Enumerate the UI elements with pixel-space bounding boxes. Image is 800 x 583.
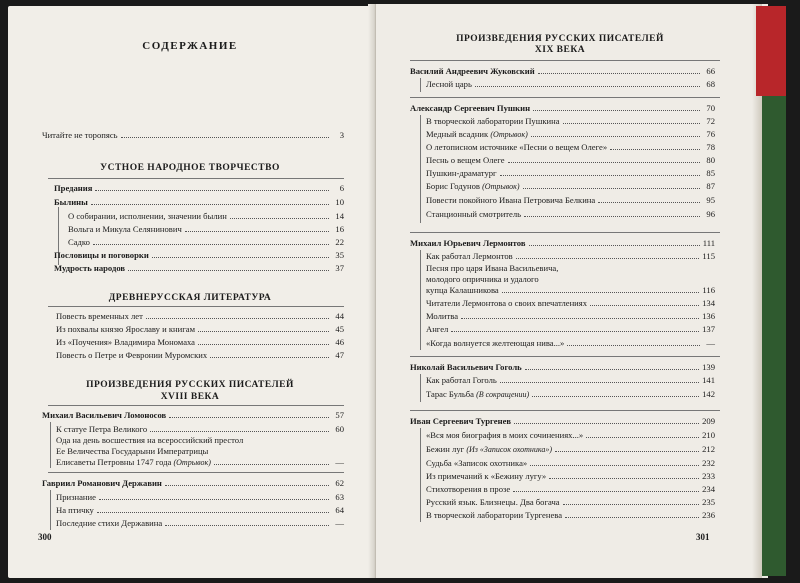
toc-entry[interactable] (426, 458, 715, 468)
toc-entry-page: 3 (339, 130, 344, 140)
toc-entry-title: Ангел (426, 324, 449, 334)
toc-entry[interactable] (426, 251, 715, 261)
toc-entry-page: 60 (335, 424, 344, 434)
toc-entry-title: «Вся моя биография в моих сочинениях...» (426, 430, 584, 440)
divider (420, 250, 421, 350)
toc-entry-title: Станционный смотритель (426, 209, 522, 219)
toc-entry-title: Как работал Лермонтов (426, 251, 513, 261)
toc-entry-title: Как работал Гоголь (426, 375, 497, 385)
toc-entry-page: 35 (335, 250, 344, 260)
toc-entry-page: 64 (335, 505, 344, 515)
section-heading-18c: ПРОИЗВЕДЕНИЯ РУССКИХ ПИСАТЕЛЕЙ (86, 380, 294, 390)
toc-entry[interactable] (426, 116, 715, 126)
toc-entry[interactable] (54, 263, 344, 273)
toc-entry[interactable] (426, 430, 715, 440)
toc-entry-title: Судьба «Записок охотника» (426, 458, 528, 468)
section-heading-19c-sub: XIX ВЕКА (534, 45, 586, 55)
toc-entry-title: Садко (68, 237, 90, 247)
toc-entry-page: 66 (706, 66, 715, 76)
toc-entry-title: В творческой лаборатории Тургенева (426, 510, 563, 520)
author-entry-lomonosov[interactable] (42, 410, 344, 420)
toc-entry-title: Повести покойного Ивана Петровича Белкина (426, 195, 596, 205)
toc-entry-note: (Отрывок) (173, 458, 211, 467)
cover-green-stripe (762, 96, 786, 576)
section-heading-19c: ПРОИЗВЕДЕНИЯ РУССКИХ ПИСАТЕЛЕЙ (456, 34, 664, 44)
toc-entry[interactable] (56, 505, 344, 515)
divider (410, 410, 720, 411)
divider (48, 472, 344, 473)
author-entry-lermontov[interactable] (410, 238, 715, 248)
section-heading-old: ДРЕВНЕРУССКАЯ ЛИТЕРАТУРА (108, 293, 272, 303)
toc-entry-pesnya[interactable] (426, 285, 715, 295)
divider (48, 306, 344, 307)
divider (48, 178, 344, 179)
toc-entry[interactable] (56, 518, 344, 528)
toc-entry[interactable] (426, 195, 715, 205)
toc-entry-page: 72 (706, 116, 715, 126)
toc-entry-page: 232 (702, 458, 715, 468)
toc-entry-title: Признание (56, 492, 96, 502)
toc-entry-page: 116 (702, 285, 715, 295)
toc-entry[interactable] (426, 79, 715, 89)
toc-entry-title: Бежин луг (426, 444, 465, 454)
toc-entry-page: 6 (339, 183, 344, 193)
toc-entry-title: Тарас Бульба (426, 389, 474, 399)
toc-entry[interactable] (426, 142, 715, 152)
toc-entry-page: 68 (706, 79, 715, 89)
author-name: Василий Андреевич Жуковский (410, 66, 535, 76)
toc-entry-title: Песнь о вещем Олеге (426, 155, 505, 165)
toc-entry[interactable] (426, 168, 715, 178)
toc-entry-page: 96 (706, 209, 715, 219)
toc-entry-title: Читайте не торопясь (42, 130, 118, 140)
author-name: Михаил Юрьевич Лермонтов (410, 238, 526, 248)
toc-entry[interactable] (426, 497, 715, 507)
toc-entry-page: 45 (335, 324, 344, 334)
toc-entry-page: 136 (702, 311, 715, 321)
toc-entry[interactable] (426, 444, 715, 454)
cover-red-stripe (756, 6, 786, 96)
author-name: Михаил Васильевич Ломоносов (42, 410, 167, 420)
toc-entry-page: 57 (335, 410, 344, 420)
toc-entry[interactable] (54, 250, 344, 260)
toc-entry[interactable] (56, 337, 344, 347)
toc-entry-page: 95 (706, 195, 715, 205)
toc-entry[interactable] (426, 209, 715, 219)
toc-entry[interactable] (426, 155, 715, 165)
toc-entry-title: Медный всадник (426, 129, 489, 139)
toc-entry-page: 63 (335, 492, 344, 502)
author-entry-zhukovsky[interactable] (410, 66, 715, 76)
toc-entry-page: 212 (702, 444, 715, 454)
toc-entry[interactable] (56, 424, 344, 434)
toc-entry-page: 233 (702, 471, 715, 481)
toc-entry-title: Предания (54, 183, 93, 193)
toc-entry-title: Из «Поучения» Владимира Мономаха (56, 337, 196, 347)
toc-entry[interactable] (426, 471, 715, 481)
toc-entry-title: Стихотворения в прозе (426, 484, 511, 494)
author-name: Александр Сергеевич Пушкин (410, 103, 531, 113)
toc-entry-page: 115 (702, 251, 715, 261)
toc-entry-title: Лесной царь (426, 79, 472, 89)
toc-entry-page: 236 (702, 510, 715, 520)
toc-entry-page: 87 (706, 181, 715, 191)
divider (420, 374, 421, 402)
toc-entry-pesnya-line2[interactable]: молодого опричника и удалого (426, 274, 539, 284)
toc-entry-title: Из похвалы князю Ярославу и книгам (56, 324, 196, 334)
toc-entry-page: 76 (706, 129, 715, 139)
toc-entry-title: Молитва (426, 311, 459, 321)
toc-entry-page: 16 (335, 224, 344, 234)
toc-entry-intro[interactable] (42, 130, 344, 140)
toc-entry-page: 78 (706, 142, 715, 152)
toc-entry-title: Пословицы и поговорки (54, 250, 149, 260)
section-heading-folk: УСТНОЕ НАРОДНОЕ ТВОРЧЕСТВО (100, 163, 280, 173)
toc-entry[interactable] (68, 211, 344, 221)
toc-entry-page: — (335, 457, 344, 467)
divider (420, 428, 421, 522)
toc-entry-page: 210 (702, 430, 715, 440)
divider (420, 78, 421, 92)
divider (410, 232, 720, 233)
toc-entry-note: (Отрывок) (490, 130, 528, 139)
toc-entry-page: 14 (335, 211, 344, 221)
toc-entry[interactable] (426, 298, 715, 308)
toc-entry[interactable] (56, 350, 344, 360)
toc-entry-page: 62 (335, 478, 344, 488)
author-entry-pushkin[interactable] (410, 103, 715, 113)
toc-entry-page: 141 (702, 375, 715, 385)
toc-entry-title: Последние стихи Державина (56, 518, 163, 528)
toc-entry-page: 47 (335, 350, 344, 360)
toc-entry-oda-line2[interactable]: Ее Величества Государыни Императрицы (56, 446, 209, 456)
toc-entry-page: 46 (335, 337, 344, 347)
toc-entry-title: Из примечаний к «Бежину лугу» (426, 471, 547, 481)
toc-entry-note: (В сокращении) (476, 390, 530, 399)
author-entry-gogol[interactable] (410, 362, 715, 372)
toc-entry-title: Повесть временных лет (56, 311, 143, 321)
page-number-left: 300 (38, 532, 52, 542)
toc-entry-oda[interactable] (56, 457, 344, 467)
toc-entry-page: — (706, 338, 715, 348)
toc-entry[interactable] (54, 197, 344, 207)
toc-entry[interactable] (54, 183, 344, 193)
author-name: Иван Сергеевич Тургенев (410, 416, 512, 426)
author-entry-derzhavin[interactable] (42, 478, 344, 488)
toc-entry-page: — (335, 518, 344, 528)
author-name: Николай Васильевич Гоголь (410, 362, 522, 372)
toc-entry-oda-line1[interactable]: Ода на день восшествия на всероссийский престол (56, 435, 244, 445)
author-name: Гавриил Романович Державин (42, 478, 162, 488)
toc-entry-pesnya-line1[interactable]: Песня про царя Ивана Васильевича, (426, 263, 559, 273)
toc-entry[interactable] (426, 324, 715, 334)
toc-entry-title: «Когда волнуется желтеющая нива...» (426, 338, 565, 348)
toc-entry-page: 234 (702, 484, 715, 494)
toc-entry[interactable] (426, 181, 715, 191)
toc-entry-title: Мудрость народов (54, 263, 126, 273)
toc-entry-page: 209 (702, 416, 715, 426)
toc-entry-title: Повесть о Петре и Февронии Муромских (56, 350, 208, 360)
divider (410, 97, 720, 98)
toc-heading: СОДЕРЖАНИЕ (142, 40, 238, 52)
toc-entry[interactable] (426, 311, 715, 321)
toc-entry[interactable] (56, 492, 344, 502)
toc-entry[interactable] (56, 324, 344, 334)
author-entry-turgenev[interactable] (410, 416, 715, 426)
toc-entry-title: В творческой лаборатории Пушкина (426, 116, 560, 126)
divider (50, 490, 51, 530)
toc-entry-page: 44 (335, 311, 344, 321)
toc-entry[interactable] (68, 224, 344, 234)
toc-entry-title: купца Калашникова (426, 285, 499, 295)
toc-entry-page: 137 (702, 324, 715, 334)
toc-entry-page: 10 (335, 197, 344, 207)
toc-entry-page: 70 (706, 103, 715, 113)
divider (410, 60, 720, 61)
divider (48, 405, 344, 406)
toc-entry-title: На птичку (56, 505, 94, 515)
toc-entry-title: Борис Годунов (426, 181, 480, 191)
toc-entry-page: 235 (702, 497, 715, 507)
toc-entry-title: О летописном источнике «Песни о вещем Олеге» (426, 142, 608, 152)
toc-entry-title: Вольга и Микула Селянинович (68, 224, 182, 234)
toc-entry[interactable] (426, 389, 715, 399)
toc-entry-title: Русский язык. Близнецы. Два богача (426, 497, 560, 507)
toc-entry[interactable] (426, 510, 715, 520)
toc-entry-title: Елисаветы Петровны 1747 года (56, 457, 172, 467)
toc-entry-page: 139 (702, 362, 715, 372)
toc-entry-note: (Отрывок) (482, 182, 520, 191)
toc-entry[interactable] (426, 129, 715, 139)
toc-entry[interactable] (56, 311, 344, 321)
toc-entry-page: 22 (335, 237, 344, 247)
toc-entry-page: 85 (706, 168, 715, 178)
toc-entry-page: 142 (702, 389, 715, 399)
toc-entry-title: Читатели Лермонтова о своих впечатлениях (426, 298, 588, 308)
page-number-right: 301 (696, 532, 710, 542)
toc-entry[interactable] (426, 484, 715, 494)
toc-entry-note: (Из «Записок охотника») (466, 445, 553, 454)
toc-entry-title: К статуе Петра Великого (56, 424, 148, 434)
divider (50, 422, 51, 468)
toc-entry[interactable] (426, 338, 715, 348)
toc-entry-page: 37 (335, 263, 344, 273)
toc-entry-page: 134 (702, 298, 715, 308)
toc-entry-page: 111 (702, 238, 715, 248)
toc-entry-page: 80 (706, 155, 715, 165)
divider (410, 356, 720, 357)
divider (420, 115, 421, 223)
section-heading-18c-sub: XVIII ВЕКА (160, 392, 220, 402)
toc-entry-title: Былины (54, 197, 88, 207)
toc-entry[interactable] (426, 375, 715, 385)
toc-entry[interactable] (68, 237, 344, 247)
toc-entry-title: О собирании, исполнении, значении былин (68, 211, 227, 221)
toc-entry-title: Пушкин-драматург (426, 168, 497, 178)
